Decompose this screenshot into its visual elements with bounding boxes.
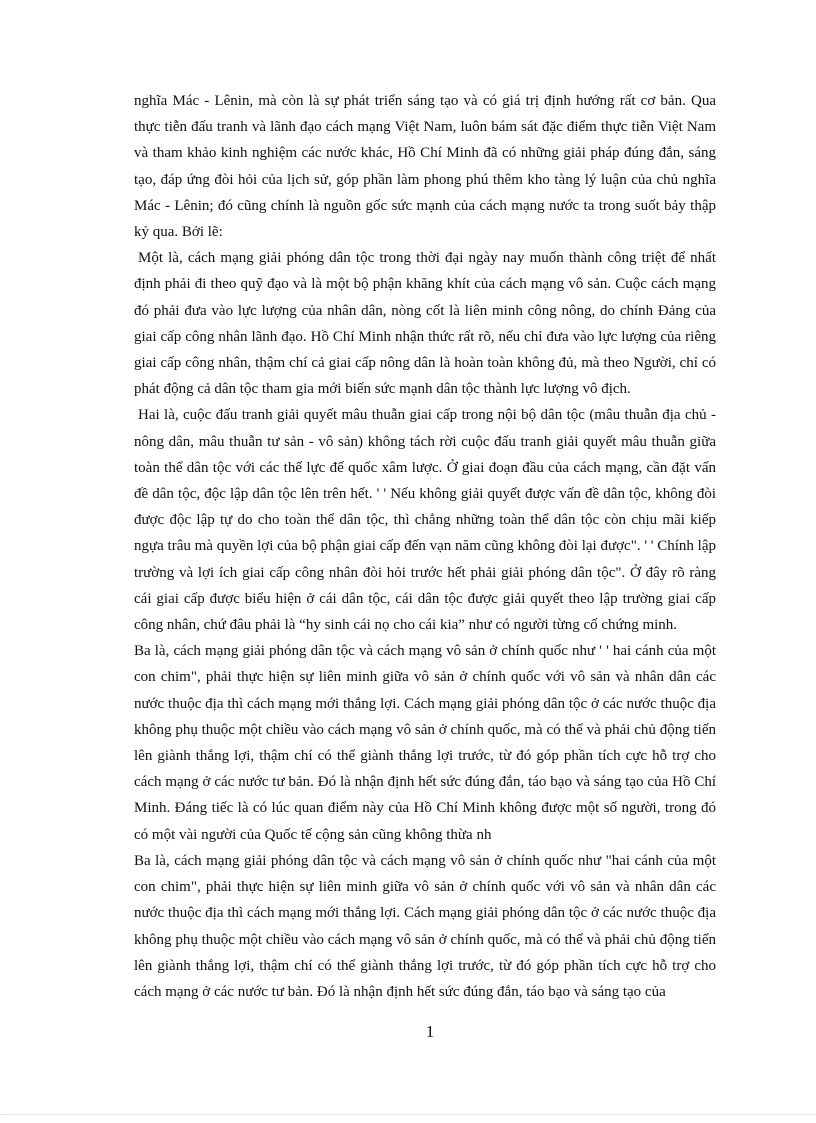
paragraph-point-three-repeat: Ba là, cách mạng giải phóng dân tộc và cách mạng vô sản ở chính quốc như "hai cánh của một con chim", phải thực hiện sự liên minh giữa vô sản ở chính quốc với vô sản và nhân dân các nước thuộc địa thì cách mạng mới thắng lợi. Cách mạng giải phóng dân tộc ở các nước thuộc địa không phụ thuộc một chiều vào cách mạng vô sản ở chính quốc, mà có thể và phải chủ động tiến lên giành thắng lợi, thậm chí có thể giành thắng lợi trước, từ đó góp phần tích cực hỗ trợ cho cách mạng ở các nước tư bản. Đó là nhận định hết sức đúng đắn, táo bạo và sáng tạo của bbox=[134, 853, 716, 1001]
page-bottom-border bbox=[0, 1114, 816, 1115]
paragraph-point-two: Hai là, cuộc đấu tranh giải quyết mâu thuẫn giai cấp trong nội bộ dân tộc (mâu thuẫn địa chủ - nông dân, mâu thuẫn tư sản - vô sản) không tách rời cuộc đấu tranh giải quyết mâu thuẫn giữa toàn thể dân tộc với các thế lực đế quốc xâm lược. Ở giai đoạn đầu của cách mạng, cần đặt vấn đề dân tộc, độc lập dân tộc lên trên hết. ' ' Nếu không giải quyết được vấn đề dân tộc, không đòi được độc lập tự do cho toàn thể dân tộc, thì chẳng những toàn thể dân tộc còn chịu mãi kiếp ngựa trâu mà quyền lợi của bộ phận giai cấp đến vạn năm cũng không đòi lại được". ' ' Chính lập trường và lợi ích giai cấp công nhân đòi hỏi trước hết phải giải phóng dân tộc". Ở đây rõ ràng cái giai cấp được biểu hiện ở cái dân tộc, cái dân tộc được giải quyết theo lập trường giai cấp công nhân, chứ đâu phải là “hy sinh cái nọ cho cái kia” như có người từng cố chứng minh. bbox=[134, 407, 716, 634]
page-number: 1 bbox=[425, 1022, 435, 1041]
paragraph-point-three: Ba là, cách mạng giải phóng dân tộc và cách mạng vô sản ở chính quốc như ' ' hai cánh của một con chim", phải thực hiện sự liên minh giữa vô sản ở chính quốc với vô sản và nhân dân các nước thuộc địa thì cách mạng mới thắng lợi. Cách mạng giải phóng dân tộc ở các nước thuộc địa không phụ thuộc một chiều vào cách mạng vô sản ở chính quốc, mà có thể và phải chủ động tiến lên giành thắng lợi, thậm chí có thể giành thắng lợi trước, từ đó góp phần tích cực hỗ trợ cho cách mạng ở các nước tư bản. Đó là nhận định hết sức đúng đắn, táo bạo và sáng tạo của Hồ Chí Minh. Đáng tiếc là có lúc quan điểm này của Hồ Chí Minh không được một số người, trong đó có một vài người của Quốc tế cộng sản cũng không thừa nh bbox=[134, 643, 716, 843]
body-text-bottom bbox=[134, 848, 716, 1005]
paragraph-point-one: Một là, cách mạng giải phóng dân tộc trong thời đại ngày nay muốn thành công triệt để nhất định phải đi theo quỹ đạo và là một bộ phận khăng khít của cách mạng vô sản. Cuộc cách mạng đó phải đưa vào lực lượng của nhân dân, nòng cốt là liên minh công nông, do chính Đảng của giai cấp công nhân lãnh đạo. Hồ Chí Minh nhận thức rất rõ, nếu chỉ đưa vào lực lượng của riêng giai cấp công nhân, thậm chí cả giai cấp nông dân là hoàn toàn không đủ, mà theo Người, chỉ có phát động cả dân tộc tham gia mới biến sức mạnh dân tộc thành lực lượng vô địch. bbox=[134, 250, 716, 398]
body-text-top bbox=[134, 88, 716, 848]
paragraph-intro: nghĩa Mác - Lênin, mà còn là sự phát triển sáng tạo và có giá trị định hướng rất cơ bản. Qua thực tiễn đấu tranh và lãnh đạo cách mạng Việt Nam, luôn bám sát đặc điểm thực tiễn Việt Nam và tham khảo kinh nghiệm các nước khác, Hồ Chí Minh đã có những giải pháp đúng đắn, sáng tạo, đáp ứng đòi hỏi của lịch sử, góp phần làm phong phú thêm kho tàng lý luận của chủ nghĩa Mác - Lênin; đó cũng chính là nguồn gốc sức mạnh của cách mạng nước ta trong suốt bảy thập kỷ qua. Bởi lẽ: bbox=[134, 93, 716, 241]
